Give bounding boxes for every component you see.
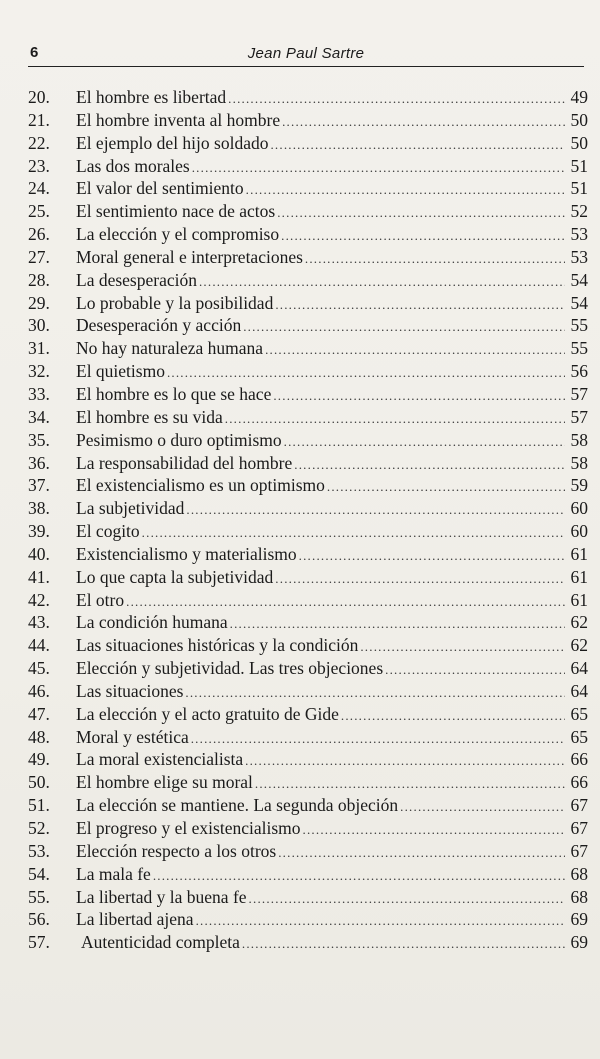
toc-entry-number: 51.: [28, 795, 50, 816]
toc-entry-number: 48.: [28, 726, 50, 747]
toc-entry-page: 60: [570, 498, 588, 519]
toc-entry-page: 68: [570, 886, 588, 907]
toc-entry-number: 47.: [28, 703, 50, 724]
toc-entry-title: La elección y el acto gratuito de Gide: [76, 703, 339, 724]
toc-entry-page: 64: [570, 680, 588, 701]
toc-entry-page: 61: [570, 543, 588, 564]
toc-row: [28, 292, 588, 315]
toc-entry: [76, 360, 588, 385]
toc-entry-number: 30.: [28, 315, 50, 336]
toc-row: [28, 314, 588, 337]
page-number: 6: [30, 44, 39, 61]
toc-entry-number: 50.: [28, 772, 50, 793]
toc-entry: [76, 817, 588, 842]
toc-entry: [81, 931, 588, 956]
toc-entry-title: El ejemplo del hijo soldado: [76, 132, 269, 153]
toc-entry: [76, 794, 588, 819]
toc-entry-number: 27.: [28, 246, 50, 267]
toc-entry: [76, 223, 588, 248]
toc-entry-title: El quietismo: [76, 361, 165, 382]
toc-row: [28, 474, 588, 497]
toc-entry-title: El existencialismo es un optimismo: [76, 475, 325, 496]
toc-row: [28, 132, 588, 155]
toc-entry-number: 20.: [28, 87, 50, 107]
toc-entry-title: El valor del sentimiento: [76, 178, 244, 199]
toc-entry-title: Autenticidad completa: [81, 932, 240, 953]
toc-entry-page: 56: [570, 361, 588, 382]
dot-leader: [191, 728, 565, 751]
toc-entry-title: Moral general e interpretaciones: [76, 246, 303, 267]
toc-entry-number: 24.: [28, 178, 50, 199]
toc-row: [28, 817, 588, 840]
toc-entry-title: Elección y subjetividad. Las tres objeciones: [76, 658, 384, 679]
dot-leader: [360, 636, 565, 659]
toc-entry-page: 60: [570, 521, 588, 542]
toc-entry-title: La subjetividad: [76, 498, 185, 519]
toc-row: [28, 634, 588, 657]
toc-entry-number: 38.: [28, 498, 50, 519]
dot-leader: [278, 842, 565, 865]
toc-entry-number: 40.: [28, 543, 50, 564]
toc-entry: [76, 337, 588, 362]
toc-entry-title: El otro: [76, 589, 125, 610]
toc-entry-page: 58: [570, 429, 588, 450]
toc-row: [28, 406, 588, 429]
toc-entry-title: El hombre es lo que se hace: [76, 383, 272, 404]
toc-row: [28, 703, 588, 726]
toc-entry-page: 57: [570, 383, 588, 404]
toc-entry-number: 21.: [28, 109, 50, 130]
toc-entry-page: 66: [570, 772, 588, 793]
toc-row: [28, 223, 588, 246]
toc-entry-number: 25.: [28, 201, 50, 222]
toc-row: [28, 246, 588, 269]
toc-entry-number: 53.: [28, 840, 50, 861]
toc-entry: [76, 611, 588, 636]
toc-entry: [76, 200, 588, 225]
toc-entry-page: 55: [570, 338, 588, 359]
dot-leader: [385, 659, 565, 682]
toc-entry-page: 65: [570, 703, 588, 724]
toc-entry-title: La elección y el compromiso: [76, 224, 280, 245]
toc-entry: [76, 86, 588, 111]
dot-leader: [305, 248, 565, 271]
table-of-contents: [28, 86, 588, 954]
toc-entry: [76, 886, 588, 911]
toc-entry: [76, 908, 588, 933]
dot-leader: [245, 750, 565, 773]
toc-entry-number: 39.: [28, 521, 50, 542]
toc-entry: [76, 771, 588, 796]
toc-entry-title: La elección se mantiene. La segunda objeción: [76, 795, 399, 816]
toc-entry-title: La moral existencialista: [76, 749, 244, 770]
dot-leader: [186, 499, 565, 522]
toc-row: [28, 771, 588, 794]
toc-entry-number: 31.: [28, 338, 50, 359]
toc-row: [28, 680, 588, 703]
toc-entry-title: El hombre elige su moral: [76, 772, 253, 793]
toc-row: [28, 337, 588, 360]
dot-leader: [277, 202, 565, 225]
toc-entry-title: El hombre es libertad: [76, 87, 227, 107]
toc-entry-number: 22.: [28, 132, 50, 153]
toc-row: [28, 155, 588, 178]
dot-leader: [265, 339, 565, 362]
toc-entry: [76, 132, 588, 157]
toc-entry-number: 29.: [28, 292, 50, 313]
toc-row: [28, 863, 588, 886]
toc-entry: [76, 383, 588, 408]
toc-entry-page: 54: [570, 292, 588, 313]
toc-entry: [76, 474, 588, 499]
dot-leader: [303, 819, 565, 842]
dot-leader: [185, 682, 565, 705]
toc-entry-number: 36.: [28, 452, 50, 473]
toc-entry-page: 67: [570, 795, 588, 816]
toc-entry-page: 57: [570, 406, 588, 427]
toc-entry-page: 53: [570, 224, 588, 245]
toc-entry: [76, 520, 588, 545]
toc-row: [28, 520, 588, 543]
toc-entry-page: 69: [570, 909, 588, 930]
toc-row: [28, 200, 588, 223]
toc-entry-page: 51: [570, 178, 588, 199]
toc-entry-page: 59: [570, 475, 588, 496]
dot-leader: [230, 613, 565, 636]
toc-entry-title: Pesimismo o duro optimismo: [76, 429, 282, 450]
toc-row: [28, 886, 588, 909]
dot-leader: [282, 111, 565, 134]
dot-leader: [228, 88, 565, 111]
dot-leader: [275, 568, 565, 591]
toc-entry-page: 51: [570, 155, 588, 176]
toc-entry-page: 67: [570, 818, 588, 838]
toc-entry: [76, 429, 588, 454]
toc-entry-page: 67: [570, 840, 588, 861]
toc-row: [28, 931, 588, 954]
dot-leader: [142, 522, 565, 545]
toc-row: [28, 657, 588, 680]
dot-leader: [273, 385, 565, 408]
toc-row: [28, 908, 588, 931]
running-head: Jean Paul Sartre: [247, 45, 365, 62]
dot-leader: [270, 134, 565, 157]
toc-entry-page: 62: [570, 612, 588, 633]
dot-leader: [249, 888, 565, 911]
toc-row: [28, 429, 588, 452]
toc-entry: [76, 177, 588, 202]
toc-entry-number: 32.: [28, 361, 50, 382]
toc-entry-page: 68: [570, 863, 588, 884]
dot-leader: [281, 225, 565, 248]
toc-entry: [76, 406, 588, 431]
toc-row: [28, 589, 588, 612]
toc-entry-page: 58: [570, 452, 588, 473]
toc-entry: [76, 246, 588, 271]
dot-leader: [299, 545, 565, 568]
toc-entry-number: 23.: [28, 155, 50, 176]
toc-entry: [76, 634, 588, 659]
toc-entry-page: 61: [570, 566, 588, 587]
dot-leader: [327, 476, 565, 499]
toc-entry-page: 52: [570, 201, 588, 222]
toc-entry-number: 42.: [28, 589, 50, 610]
toc-entry-title: La libertad y la buena fe: [76, 886, 247, 907]
toc-entry-number: 45.: [28, 658, 50, 679]
toc-entry: [76, 452, 588, 477]
dot-leader: [167, 362, 565, 385]
dot-leader: [284, 431, 565, 454]
toc-entry-page: 65: [570, 726, 588, 747]
toc-row: [28, 748, 588, 771]
toc-entry-title: El cogito: [76, 521, 140, 542]
toc-entry: [76, 863, 588, 888]
toc-entry-number: 43.: [28, 612, 50, 633]
dot-leader: [196, 910, 565, 933]
toc-row: [28, 383, 588, 406]
toc-entry-title: Las situaciones históricas y la condición: [76, 635, 359, 656]
toc-row: [28, 497, 588, 520]
toc-entry: [76, 680, 588, 705]
toc-entry-title: La libertad ajena: [76, 909, 194, 930]
toc-entry-title: El progreso y el existencialismo: [76, 818, 301, 838]
toc-entry-number: 56.: [28, 909, 50, 930]
toc-entry: [76, 589, 588, 614]
toc-entry: [76, 314, 588, 339]
toc-row: [28, 360, 588, 383]
toc-entry-number: 46.: [28, 680, 50, 701]
toc-entry-number: 52.: [28, 818, 50, 838]
toc-entry-title: El hombre es su vida: [76, 406, 223, 427]
dot-leader: [126, 591, 565, 614]
dot-leader: [255, 773, 565, 796]
toc-entry-title: La condición humana: [76, 612, 228, 633]
toc-entry-title: No hay naturaleza humana: [76, 338, 264, 359]
toc-entry: [76, 726, 588, 751]
toc-row: [28, 177, 588, 200]
toc-entry-page: 64: [570, 658, 588, 679]
toc-row: [28, 452, 588, 475]
toc-entry-title: Las situaciones: [76, 680, 184, 701]
toc-entry-page: 69: [570, 932, 588, 953]
dot-leader: [294, 454, 565, 477]
toc-row: [28, 726, 588, 749]
dot-leader: [400, 796, 565, 819]
toc-entry-title: Desesperación y acción: [76, 315, 242, 336]
toc-entry: [76, 840, 588, 865]
toc-entry-page: 50: [570, 132, 588, 153]
toc-entry: [76, 269, 588, 294]
toc-entry-title: La responsabilidad del hombre: [76, 452, 293, 473]
toc-entry-number: 44.: [28, 635, 50, 656]
toc-entry-page: 55: [570, 315, 588, 336]
dot-leader: [341, 705, 565, 728]
toc-entry-title: El hombre inventa al hombre: [76, 109, 281, 130]
dot-leader: [246, 179, 565, 202]
toc-row: [28, 86, 588, 109]
toc-entry-page: 53: [570, 246, 588, 267]
toc-entry-page: 54: [570, 269, 588, 290]
toc-entry-page: 50: [570, 109, 588, 130]
toc-entry-page: 49: [570, 87, 588, 107]
toc-entry-page: 62: [570, 635, 588, 656]
toc-entry-title: Existencialismo y materialismo: [76, 543, 297, 564]
toc-entry-title: Elección respecto a los otros: [76, 840, 277, 861]
toc-entry: [76, 109, 588, 134]
toc-row: [28, 611, 588, 634]
toc-entry-number: 55.: [28, 886, 50, 907]
dot-leader: [275, 294, 565, 317]
toc-entry: [76, 497, 588, 522]
toc-entry: [76, 703, 588, 728]
toc-entry-number: 26.: [28, 224, 50, 245]
toc-row: [28, 109, 588, 132]
toc-entry-title: Lo probable y la posibilidad: [76, 292, 274, 313]
dot-leader: [243, 316, 565, 339]
dot-leader: [153, 865, 565, 888]
dot-leader: [192, 157, 565, 180]
toc-entry-number: 28.: [28, 269, 50, 290]
dot-leader: [242, 933, 565, 956]
page-header: [28, 44, 584, 66]
toc-entry: [76, 748, 588, 773]
toc-row: [28, 794, 588, 817]
toc-entry-title: Las dos morales: [76, 155, 190, 176]
toc-row: [28, 543, 588, 566]
toc-entry-number: 33.: [28, 383, 50, 404]
header-rule: [28, 66, 584, 67]
toc-entry-page: 66: [570, 749, 588, 770]
toc-entry-title: La mala fe: [76, 863, 151, 884]
dot-leader: [225, 408, 565, 431]
toc-entry-number: 35.: [28, 429, 50, 450]
toc-entry: [76, 657, 588, 682]
dot-leader: [199, 271, 565, 294]
toc-entry-number: 54.: [28, 863, 50, 884]
toc-row: [28, 566, 588, 589]
toc-entry-title: El sentimiento nace de actos: [76, 201, 276, 222]
toc-entry-number: 57.: [28, 932, 50, 953]
toc-entry-number: 49.: [28, 749, 50, 770]
toc-row: [28, 840, 588, 863]
toc-entry-number: 41.: [28, 566, 50, 587]
toc-entry-number: 34.: [28, 406, 50, 427]
toc-row: [28, 269, 588, 292]
toc-entry: [76, 543, 588, 568]
toc-entry-number: 37.: [28, 475, 50, 496]
toc-entry: [76, 155, 588, 180]
toc-entry-title: Lo que capta la subjetividad: [76, 566, 274, 587]
toc-entry-title: Moral y estética: [76, 726, 189, 747]
toc-entry-title: La desesperación: [76, 269, 197, 290]
toc-entry: [76, 292, 588, 317]
toc-entry: [76, 566, 588, 591]
toc-entry-page: 61: [570, 589, 588, 610]
